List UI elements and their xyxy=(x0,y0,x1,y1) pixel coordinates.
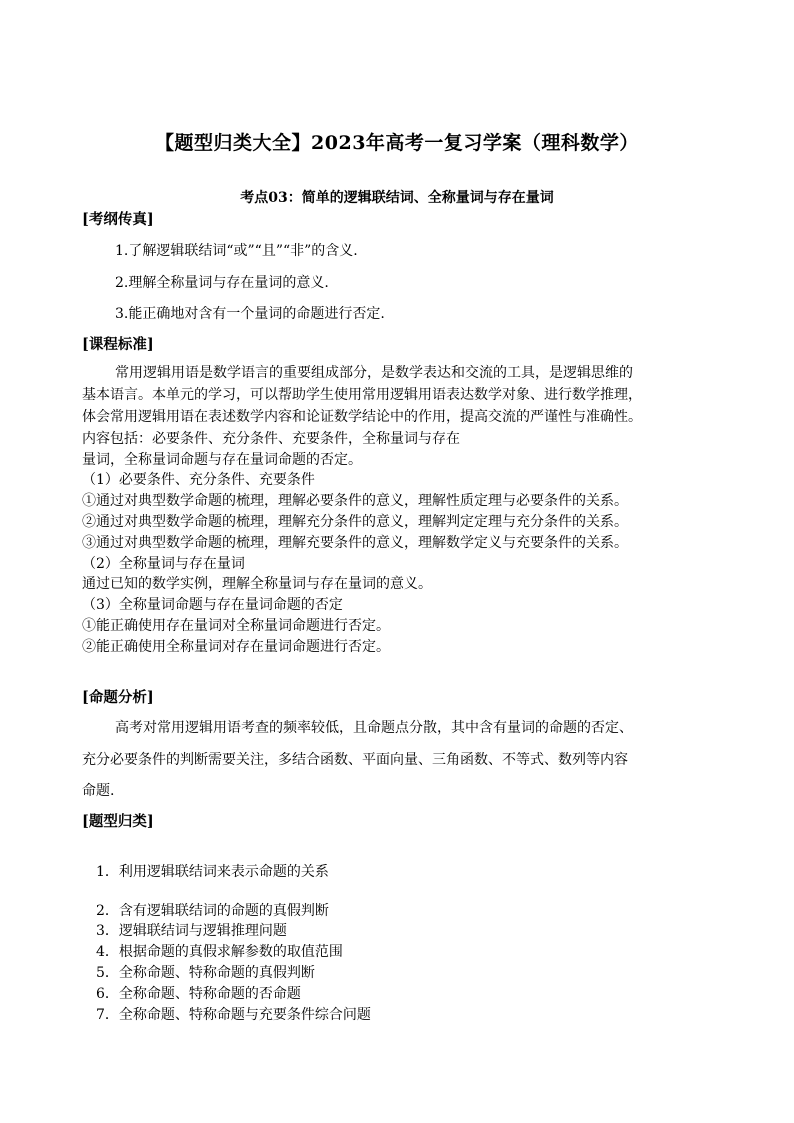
tixing-item: 7．全称命题、特称命题与充要条件综合问题 xyxy=(96,1007,371,1023)
tixing-item: 3．逻辑联结词与逻辑推理问题 xyxy=(96,923,287,939)
kecheng-line: ②能正确使用全称量词对存在量词命题进行否定。 xyxy=(82,639,390,655)
section-heading-mingti: [命题分析] xyxy=(82,689,154,706)
kecheng-line: 量词，全称量词命题与存在量词命题的否定。 xyxy=(82,452,362,468)
tixing-item: 4．根据命题的真假求解参数的取值范围 xyxy=(96,944,343,960)
kecheng-line: 通过已知的数学实例，理解全称量词与存在量词的意义。 xyxy=(82,576,432,592)
mingti-line: 高考对常用逻辑用语考查的频率较低，且命题点分散，其中含有量词的命题的否定、 xyxy=(115,720,633,736)
kecheng-line: ③通过对典型数学命题的梳理，理解充要条件的意义，理解数学定义与充要条件的关系。 xyxy=(82,535,628,551)
mingti-line: 充分必要条件的判断需要关注，多结合函数、平面向量、三角函数、不等式、数列等内容 xyxy=(82,752,628,768)
kaogang-item: 3.能正确地对含有一个量词的命题进行否定. xyxy=(115,306,385,322)
document-subtitle: 考点03：简单的逻辑联结词、全称量词与存在量词 xyxy=(240,190,554,206)
section-heading-kecheng: [课程标准] xyxy=(82,336,154,353)
kecheng-line: 内容包括：必要条件、充分条件、充要条件，全称量词与存在 xyxy=(82,431,460,447)
document-title: 【题型归类大全】2023年高考一复习学案（理科数学） xyxy=(155,132,639,154)
kecheng-line: 基本语言。本单元的学习，可以帮助学生使用常用逻辑用语表达数学对象、进行数学推理， xyxy=(82,387,642,403)
kecheng-line: 体会常用逻辑用语在表述数学内容和论证数学结论中的作用，提高交流的严谨性与准确性。 xyxy=(82,409,642,425)
kecheng-line: （1）必要条件、充分条件、充要条件 xyxy=(82,472,315,488)
tixing-item: 1．利用逻辑联结词来表示命题的关系 xyxy=(96,864,329,880)
tixing-item: 2．含有逻辑联结词的命题的真假判断 xyxy=(96,903,329,919)
kecheng-line: （3）全称量词命题与存在量词命题的否定 xyxy=(82,597,343,613)
kaogang-item: 1.了解逻辑联结词“或”“且”“非”的含义. xyxy=(115,243,358,259)
kecheng-line: ②通过对典型数学命题的梳理，理解充分条件的意义，理解判定定理与充分条件的关系。 xyxy=(82,514,628,530)
kecheng-line: ①通过对典型数学命题的梳理，理解必要条件的意义，理解性质定理与必要条件的关系。 xyxy=(82,493,628,509)
mingti-line: 命题. xyxy=(82,783,115,799)
kaogang-item: 2.理解全称量词与存在量词的意义. xyxy=(115,275,329,291)
kecheng-line: 常用逻辑用语是数学语言的重要组成部分，是数学表达和交流的工具，是逻辑思维的 xyxy=(115,365,633,381)
tixing-item: 5．全称命题、特称命题的真假判断 xyxy=(96,965,315,981)
tixing-item: 6．全称命题、特称命题的否命题 xyxy=(96,986,301,1002)
section-heading-kaogang: [考纲传真] xyxy=(82,211,154,228)
section-heading-tixing: [题型归类] xyxy=(82,813,154,830)
kecheng-line: ①能正确使用存在量词对全称量词命题进行否定。 xyxy=(82,618,390,634)
kecheng-line: （2）全称量词与存在量词 xyxy=(82,556,245,572)
